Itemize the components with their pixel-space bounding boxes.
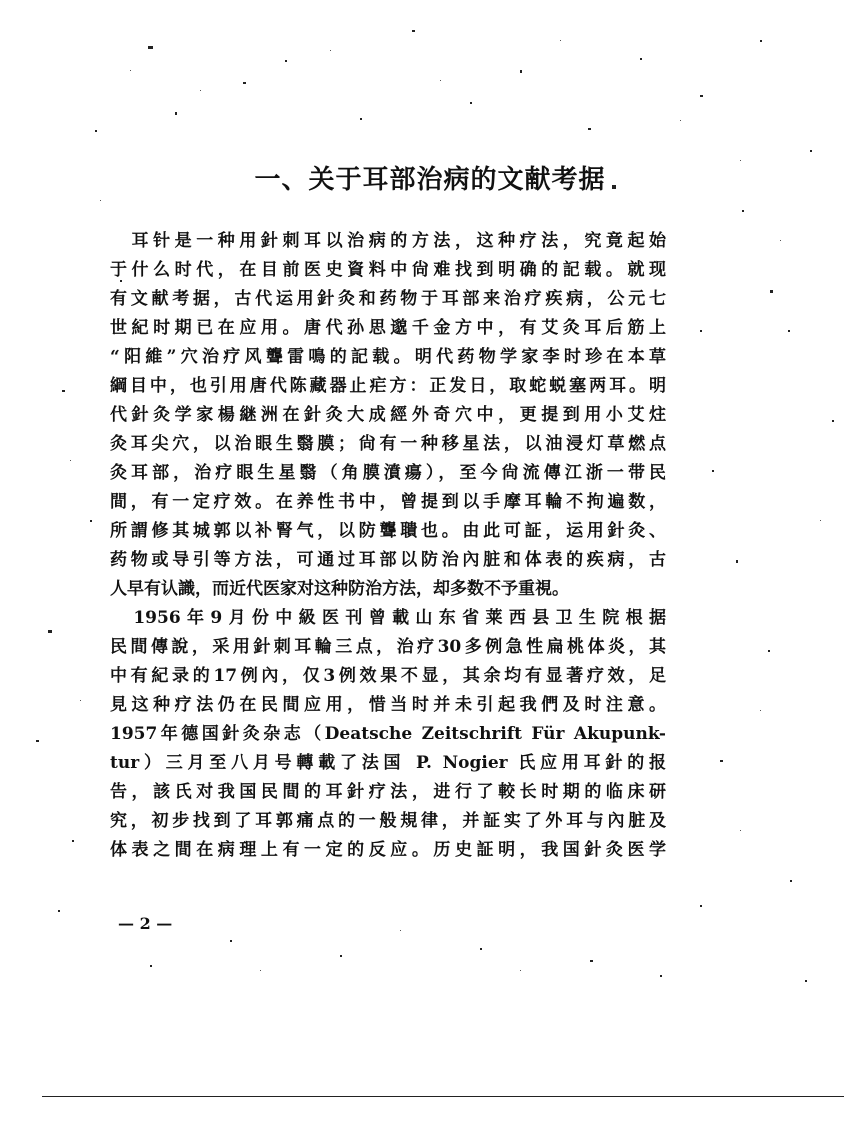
text-line: tur）三月至八月号轉載了法国 P. Nogier 氏应用耳針的报 <box>110 753 666 773</box>
text-line: 究，初步找到了耳郭痛点的一般規律，并証实了外耳与內脏及 <box>110 811 666 831</box>
text-line: 人早有认識，而近代医家对这种防治方法，却多数不予重視。 <box>110 579 569 599</box>
text-line: 代針灸学家楊継洲在針灸大成經外奇穴中，更提到用小艾炷 <box>110 405 666 425</box>
text-line: 于什么时代，在目前医史資料中尙难找到明确的記载。就现 <box>110 260 666 280</box>
text-line: 灸耳尖穴，以治眼生翳膜；尙有一种移星法，以油浸灯草燃点 <box>110 434 666 454</box>
text-line: 1956年9月份中級医刊曾載山东省莱西县卫生院根据 <box>110 608 666 628</box>
chapter-title: 一、关于耳部治病的文献考据 <box>254 165 606 195</box>
body-paragraphs <box>110 227 666 865</box>
text-line: 告，該氏对我国民間的耳針疗法，进行了較长时期的临床研 <box>110 782 666 802</box>
text-line: 見这种疗法仍在民間应用，惜当时并未引起我們及时注意。 <box>110 695 666 715</box>
text-line: 中有紀录的17例內，仅3例效果不显，其余均有显著疗效，足 <box>110 666 666 686</box>
bottom-divider <box>42 1096 844 1097</box>
text-line: 綱目中，也引用唐代陈藏器止疟方：正发日，取蛇蜕塞两耳。明 <box>110 376 666 396</box>
text-line: 体表之間在病理上有一定的反应。历史証明，我国針灸医学 <box>110 840 666 860</box>
text-line: “阳維”穴治疗风聾雷鳴的記载。明代药物学家李时珍在本草 <box>110 347 666 367</box>
text-line: 耳针是一种用針刺耳以治病的方法，这种疗法，究竟起始 <box>110 231 666 251</box>
text-line: 灸耳部，治疗眼生星翳（角膜濆瘍），至今尙流傳江浙一带民 <box>110 463 666 483</box>
text-line: 有文献考据，古代运用針灸和药物于耳部来治疗疾病，公元七 <box>110 289 666 309</box>
text-line: 1957年德国針灸杂志（Deatsche Zeitschrift Für Akupunk- <box>110 724 666 744</box>
text-line: 間，有一定疗效。在养性书中，曾提到以手摩耳輪不拘遍数， <box>110 492 666 512</box>
text-line: 所謂修其城郭以补腎气，以防聾聵也。由此可証，运用針灸、 <box>110 521 666 541</box>
text-line: 世紀时期已在应用。唐代孙思邈千金方中，有艾灸耳后筋上 <box>110 318 666 338</box>
text-line: 药物或导引等方法，可通过耳部以防治內脏和体表的疾病，古 <box>110 550 666 570</box>
page-number: — 2 — <box>118 914 173 933</box>
text-line: 民間傳說，采用針刺耳輪三点，治疗30多例急性扁桃体炎，其 <box>110 637 666 657</box>
